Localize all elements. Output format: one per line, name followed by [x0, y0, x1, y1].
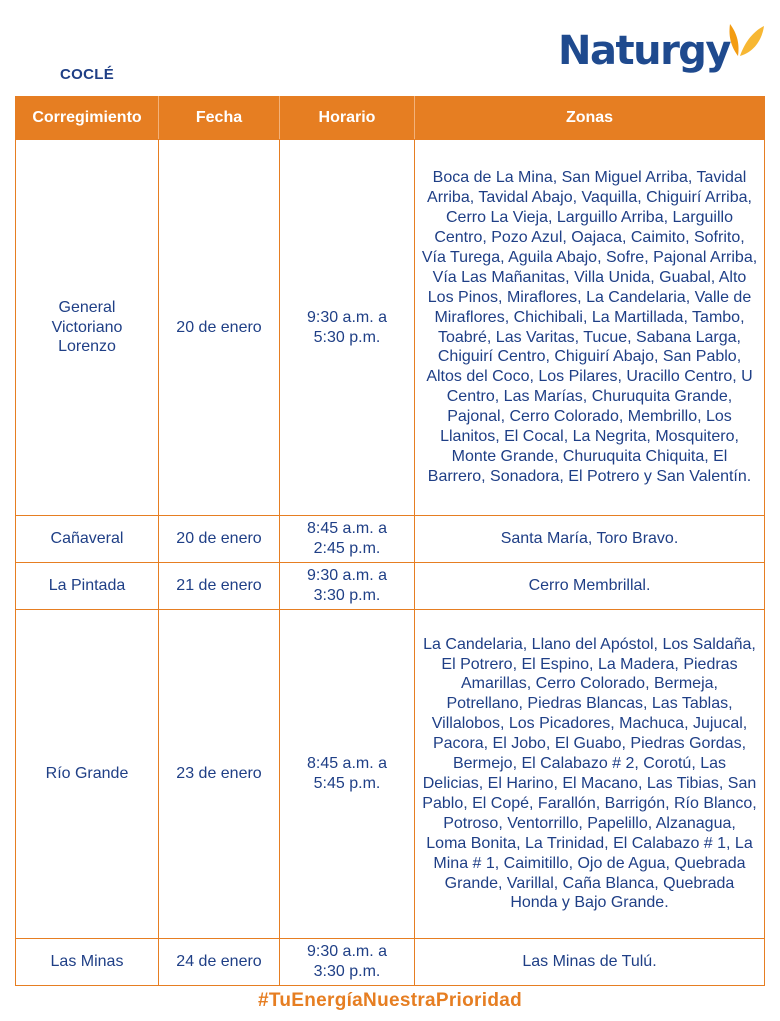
zonas-cell: Cerro Membrillal. — [415, 563, 765, 610]
fecha-cell: 21 de enero — [159, 563, 280, 610]
header-corregimiento: Corregimiento — [16, 97, 159, 140]
horario-cell — [280, 610, 415, 939]
table-row — [16, 140, 765, 516]
butterfly-icon — [726, 22, 766, 66]
horario-text: 9:30 a.m. a 3:30 p.m. — [306, 943, 388, 980]
corregimiento-cell — [16, 140, 159, 516]
table-row — [16, 563, 765, 610]
fecha-cell: 20 de enero — [159, 516, 280, 563]
horario-text: 8:45 a.m. a 5:45 p.m. — [306, 755, 388, 792]
footer-hashtag: #TuEnergíaNuestraPrioridad — [257, 990, 522, 1011]
header-zonas: Zonas — [415, 97, 765, 140]
header-fecha: Fecha — [159, 97, 280, 140]
corregimiento-text: General Victoriano Lorenzo — [51, 298, 123, 356]
horario-cell — [280, 939, 415, 986]
schedule-table — [15, 96, 765, 986]
table-header-row — [16, 97, 765, 140]
horario-text: 9:30 a.m. a 3:30 p.m. — [306, 567, 388, 604]
horario-cell — [280, 516, 415, 563]
horario-cell — [280, 140, 415, 516]
corregimiento-cell: Las Minas — [16, 939, 159, 986]
naturgy-logo — [558, 22, 768, 82]
corregimiento-cell: Río Grande — [16, 610, 159, 939]
fecha-cell: 20 de enero — [159, 140, 280, 516]
corregimiento-cell: Cañaveral — [16, 516, 159, 563]
fecha-cell: 24 de enero — [159, 939, 280, 986]
table-row — [16, 610, 765, 939]
table-row — [16, 516, 765, 563]
horario-cell — [280, 563, 415, 610]
fecha-cell: 23 de enero — [159, 610, 280, 939]
zonas-cell: Santa María, Toro Bravo. — [415, 516, 765, 563]
horario-text: 9:30 a.m. a 5:30 p.m. — [306, 308, 388, 346]
horario-text: 8:45 a.m. a 2:45 p.m. — [306, 520, 388, 557]
brand-name: Naturgy — [558, 28, 730, 74]
zonas-cell: Boca de La Mina, San Miguel Arriba, Tavidal Arriba, Tavidal Abajo, Vaquilla, Chiguirí Arriba, Cerro La Vieja, Larguillo Arriba, Larguillo Centro, Pozo Azul, Oajaca, Caimito, Sofrito, Vía Turega, Aguila Abajo, Sofre, Pajonal Arriba, Vía Las Mañanitas, Villa Unida, Guabal, Alto Los Pinos, Miraflores, La Candelaria, Valle de Miraflores, Chichibali, La Martillada, Tambo, Toabré, Las Varitas, Tucue, Sabana Larga, Chiguirí Centro, Chiguirí Abajo, San Pablo, Altos del Coco, Los Pilares, Uracillo Centro, U Centro, Las Marías, Churuquita Grande, Pajonal, Cerro Colorado, Membrillo, Los Llanitos, El Cocal, La Negrita, Mosquitero, Monte Grande, Churuquita Chiquita, El Barrero, Sonadora, El Potrero y San Valentín. — [415, 140, 765, 516]
table-row — [16, 939, 765, 986]
zonas-cell: La Candelaria, Llano del Apóstol, Los Saldaña, El Potrero, El Espino, La Madera, Piedras Amarillas, Cerro Colorado, Bermeja, Potrellano, Piedras Blancas, Las Tablas, Villalobos, Los Picadores, Machuca, Jujucal, Pacora, El Jobo, El Guabo, Piedras Gordas, Bermejo, El Calabazo # 2, Corotú, Las Delicias, El Harino, El Macano, Las Tibias, San Pablo, El Copé, Farallón, Barrigón, Río Blanco, Potroso, Ventorrillo, Papelillo, Alzanagua, Loma Bonita, La Trinidad, El Calabazo # 1, La Mina # 1, Caimitillo, Ojo de Agua, Quebrada Grande, Varillal, Caña Blanca, Quebrada Honda y Bajo Grande. — [415, 610, 765, 939]
corregimiento-cell: La Pintada — [16, 563, 159, 610]
region-title: COCLÉ — [60, 66, 114, 83]
zonas-cell: Las Minas de Tulú. — [415, 939, 765, 986]
header-horario: Horario — [280, 97, 415, 140]
